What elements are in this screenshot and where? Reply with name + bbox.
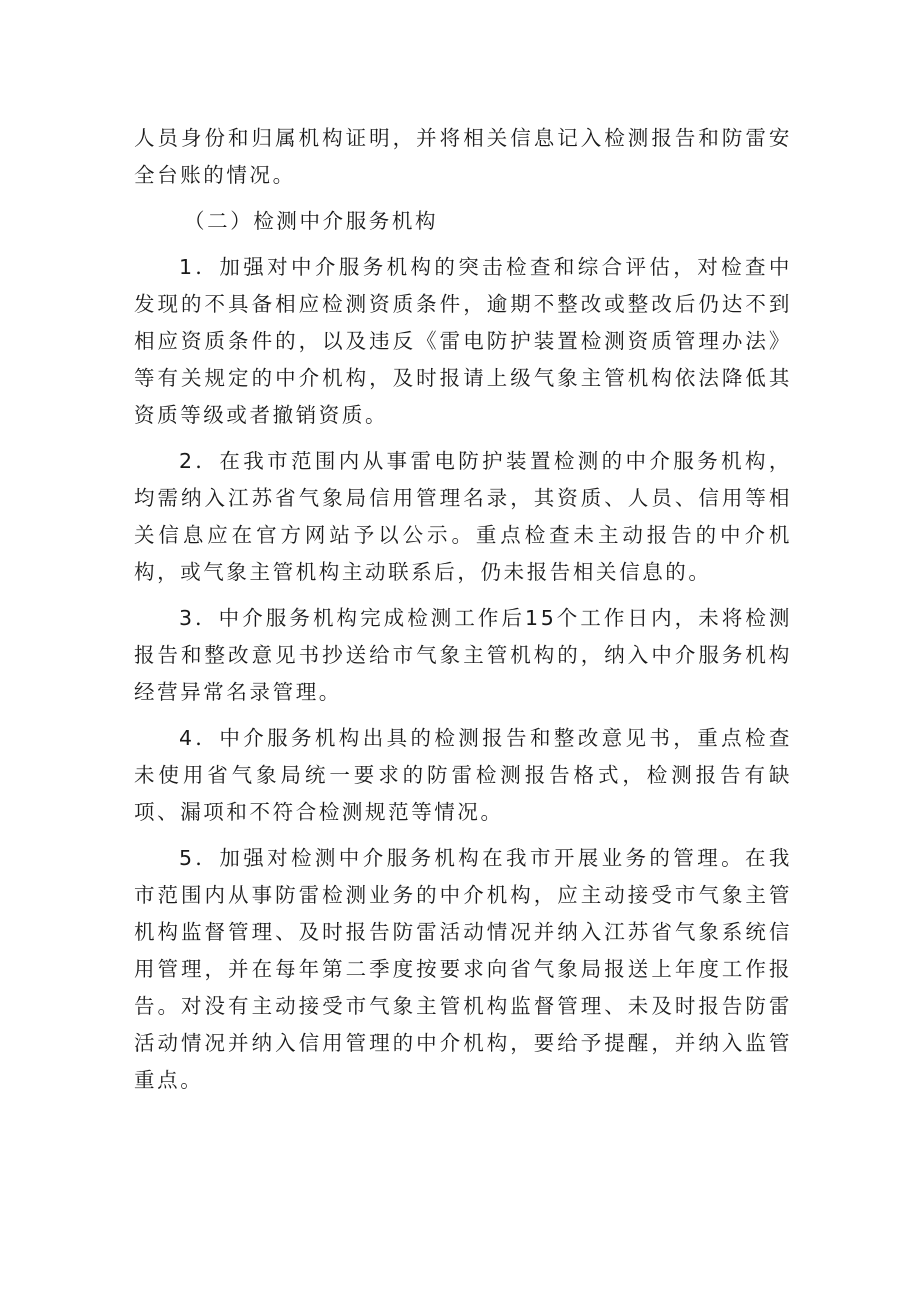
section-heading: （二）检测中介服务机构 <box>184 209 439 233</box>
paragraph-item-3: 3．中介服务机构完成检测工作后15个工作日内，未将检测报告和整改意见书抄送给市气象主管机构的，纳入中介服务机构经营异常名录管理。 <box>134 606 792 704</box>
document-body <box>134 120 792 1108</box>
paragraph-item-5: 5．加强对检测中介服务机构在我市开展业务的管理。在我市范围内从事防雷检测业务的中介机构，应主动接受市气象主管机构监督管理、及时报告防雷活动情况并纳入江苏省气象系统信用管理，并在每年第二季度按要求向省气象局报送上年度工作报告。对没有主动接受市气象主管机构监督管理、未及时报告防雷活动情况并纳入信用管理的中介机构，要给予提醒，并纳入监管重点。 <box>134 846 792 1092</box>
paragraph-item-2: 2．在我市范围内从事雷电防护装置检测的中介服务机构，均需纳入江苏省气象局信用管理名录，其资质、人员、信用等相关信息应在官方网站予以公示。重点检查未主动报告的中介机构，或气象主管机构主动联系后，仍未报告相关信息的。 <box>134 449 792 584</box>
paragraph-item-1: 1．加强对中介服务机构的突击检查和综合评估，对检查中发现的不具备相应检测资质条件，逾期不整改或整改后仍达不到相应资质条件的，以及违反《雷电防护装置检测资质管理办法》等有关规定的中介机构，及时报请上级气象主管机构依法降低其资质等级或者撤销资质。 <box>134 255 792 427</box>
paragraph-item-4: 4．中介服务机构出具的检测报告和整改意见书，重点检查未使用省气象局统一要求的防雷检测报告格式，检测报告有缺项、漏项和不符合检测规范等情况。 <box>134 726 792 824</box>
paragraph-continuation: 人员身份和归属机构证明，并将相关信息记入检测报告和防雷安全台账的情况。 <box>134 126 792 187</box>
